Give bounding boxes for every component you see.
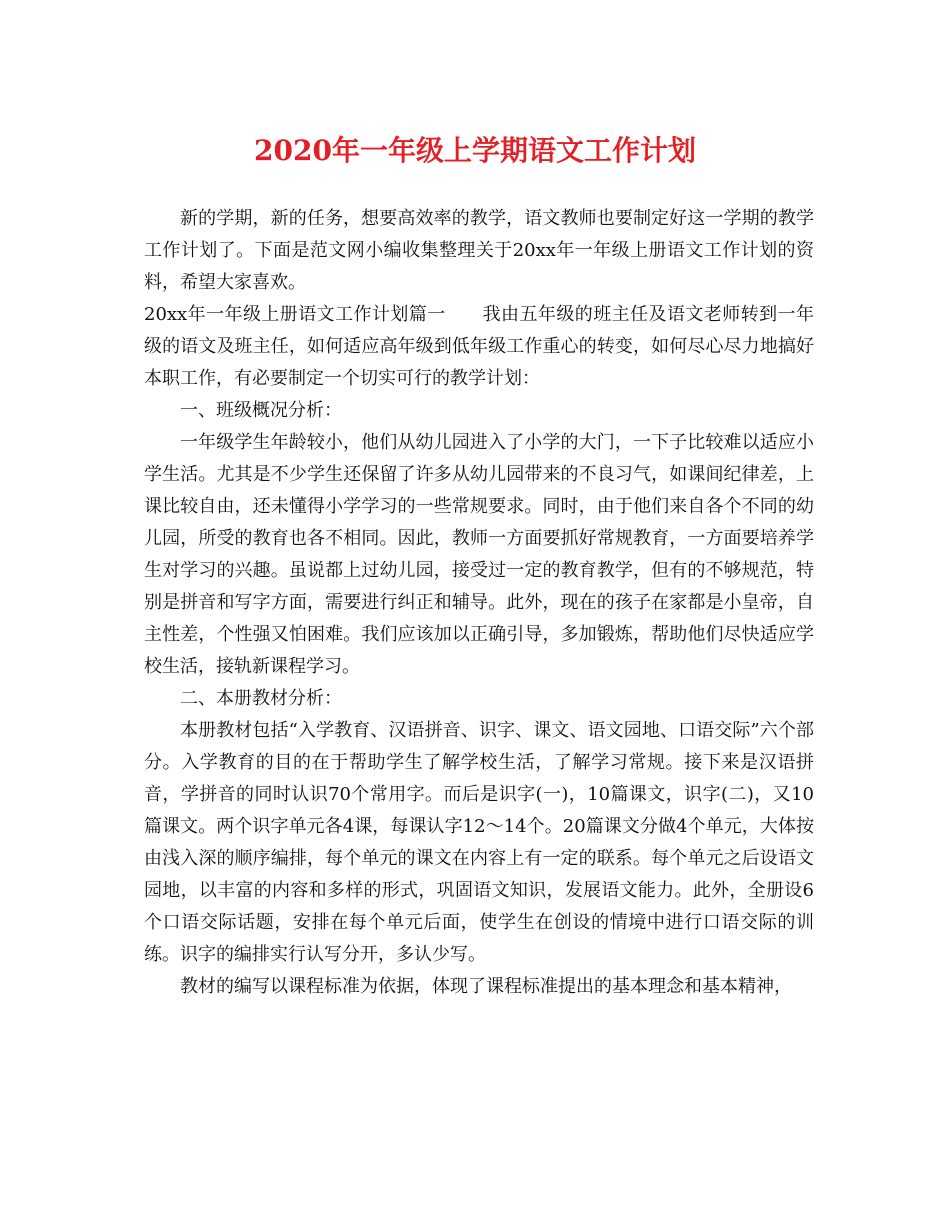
textbook-analysis-paragraph: 本册教材包括“入学教育、汉语拼音、识字、课文、语文园地、口语交际”六个部分。入学教育的目的在于帮助学生了解学校生活，了解学习常规。接下来是汉语拼音，学拼音的同时认识70个常用字。而后是识字(一)，10篇课文，识字(二)，又10篇课文。两个识字单元各4课，每课认字12～14个。20篇课文分做4个单元，大体按由浅入深的顺序编排，每个单元的课文在内容上有一定的联系。每个单元之后设语文园地，以丰富的内容和多样的形式，巩固语文知识，发展语文能力。此外，全册设6个口语交际话题，安排在每个单元后面，使学生在创设的情境中进行口语交际的训练。识字的编排实行认写分开，多认少写。 [144, 720, 814, 965]
section-heading-textbook-analysis: 二、本册教材分析： [180, 688, 342, 709]
section-heading-class-analysis: 一、班级概况分析： [180, 400, 342, 421]
plan-intro-paragraph: 20xx年一年级上册语文工作计划篇一 我由五年级的班主任及语文老师转到一年级的语文及班主任，如何适应高年级到低年级工作重心的转变，如何尽心尽力地搞好本职工作，有必要制定一个切实可行的教学计划： [144, 304, 814, 389]
textbook-basis-paragraph: 教材的编写以课程标准为依据，体现了课程标准提出的基本理念和基本精神， [180, 976, 792, 997]
class-analysis-paragraph: 一年级学生年龄较小，他们从幼儿园进入了小学的大门，一下子比较难以适应小学生活。尤其是不少学生还保留了许多从幼儿园带来的不良习气，如课间纪律差，上课比较自由，还未懂得小学学习的一些常规要求。同时，由于他们来自各个不同的幼儿园，所受的教育也各不相同。因此，教师一方面要抓好常规教育，一方面要培养学生对学习的兴趣。虽说都上过幼儿园，接受过一定的教育教学，但有的不够规范，特别是拼音和写字方面，需要进行纠正和辅导。此外，现在的孩子在家都是小皇帝，自主性差，个性强又怕困难。我们应该加以正确引导，多加锻炼，帮助他们尽快适应学校生活，接轨新课程学习。 [144, 432, 814, 677]
intro-paragraph: 新的学期，新的任务，想要高效率的教学，语文教师也要制定好这一学期的教学工作计划了。下面是范文网小编收集整理关于20xx年一年级上册语文工作计划的资料，希望大家喜欢。 [144, 208, 814, 293]
document-title: 2020年一年级上学期语文工作计划 [254, 134, 696, 167]
document-body [144, 203, 814, 1003]
